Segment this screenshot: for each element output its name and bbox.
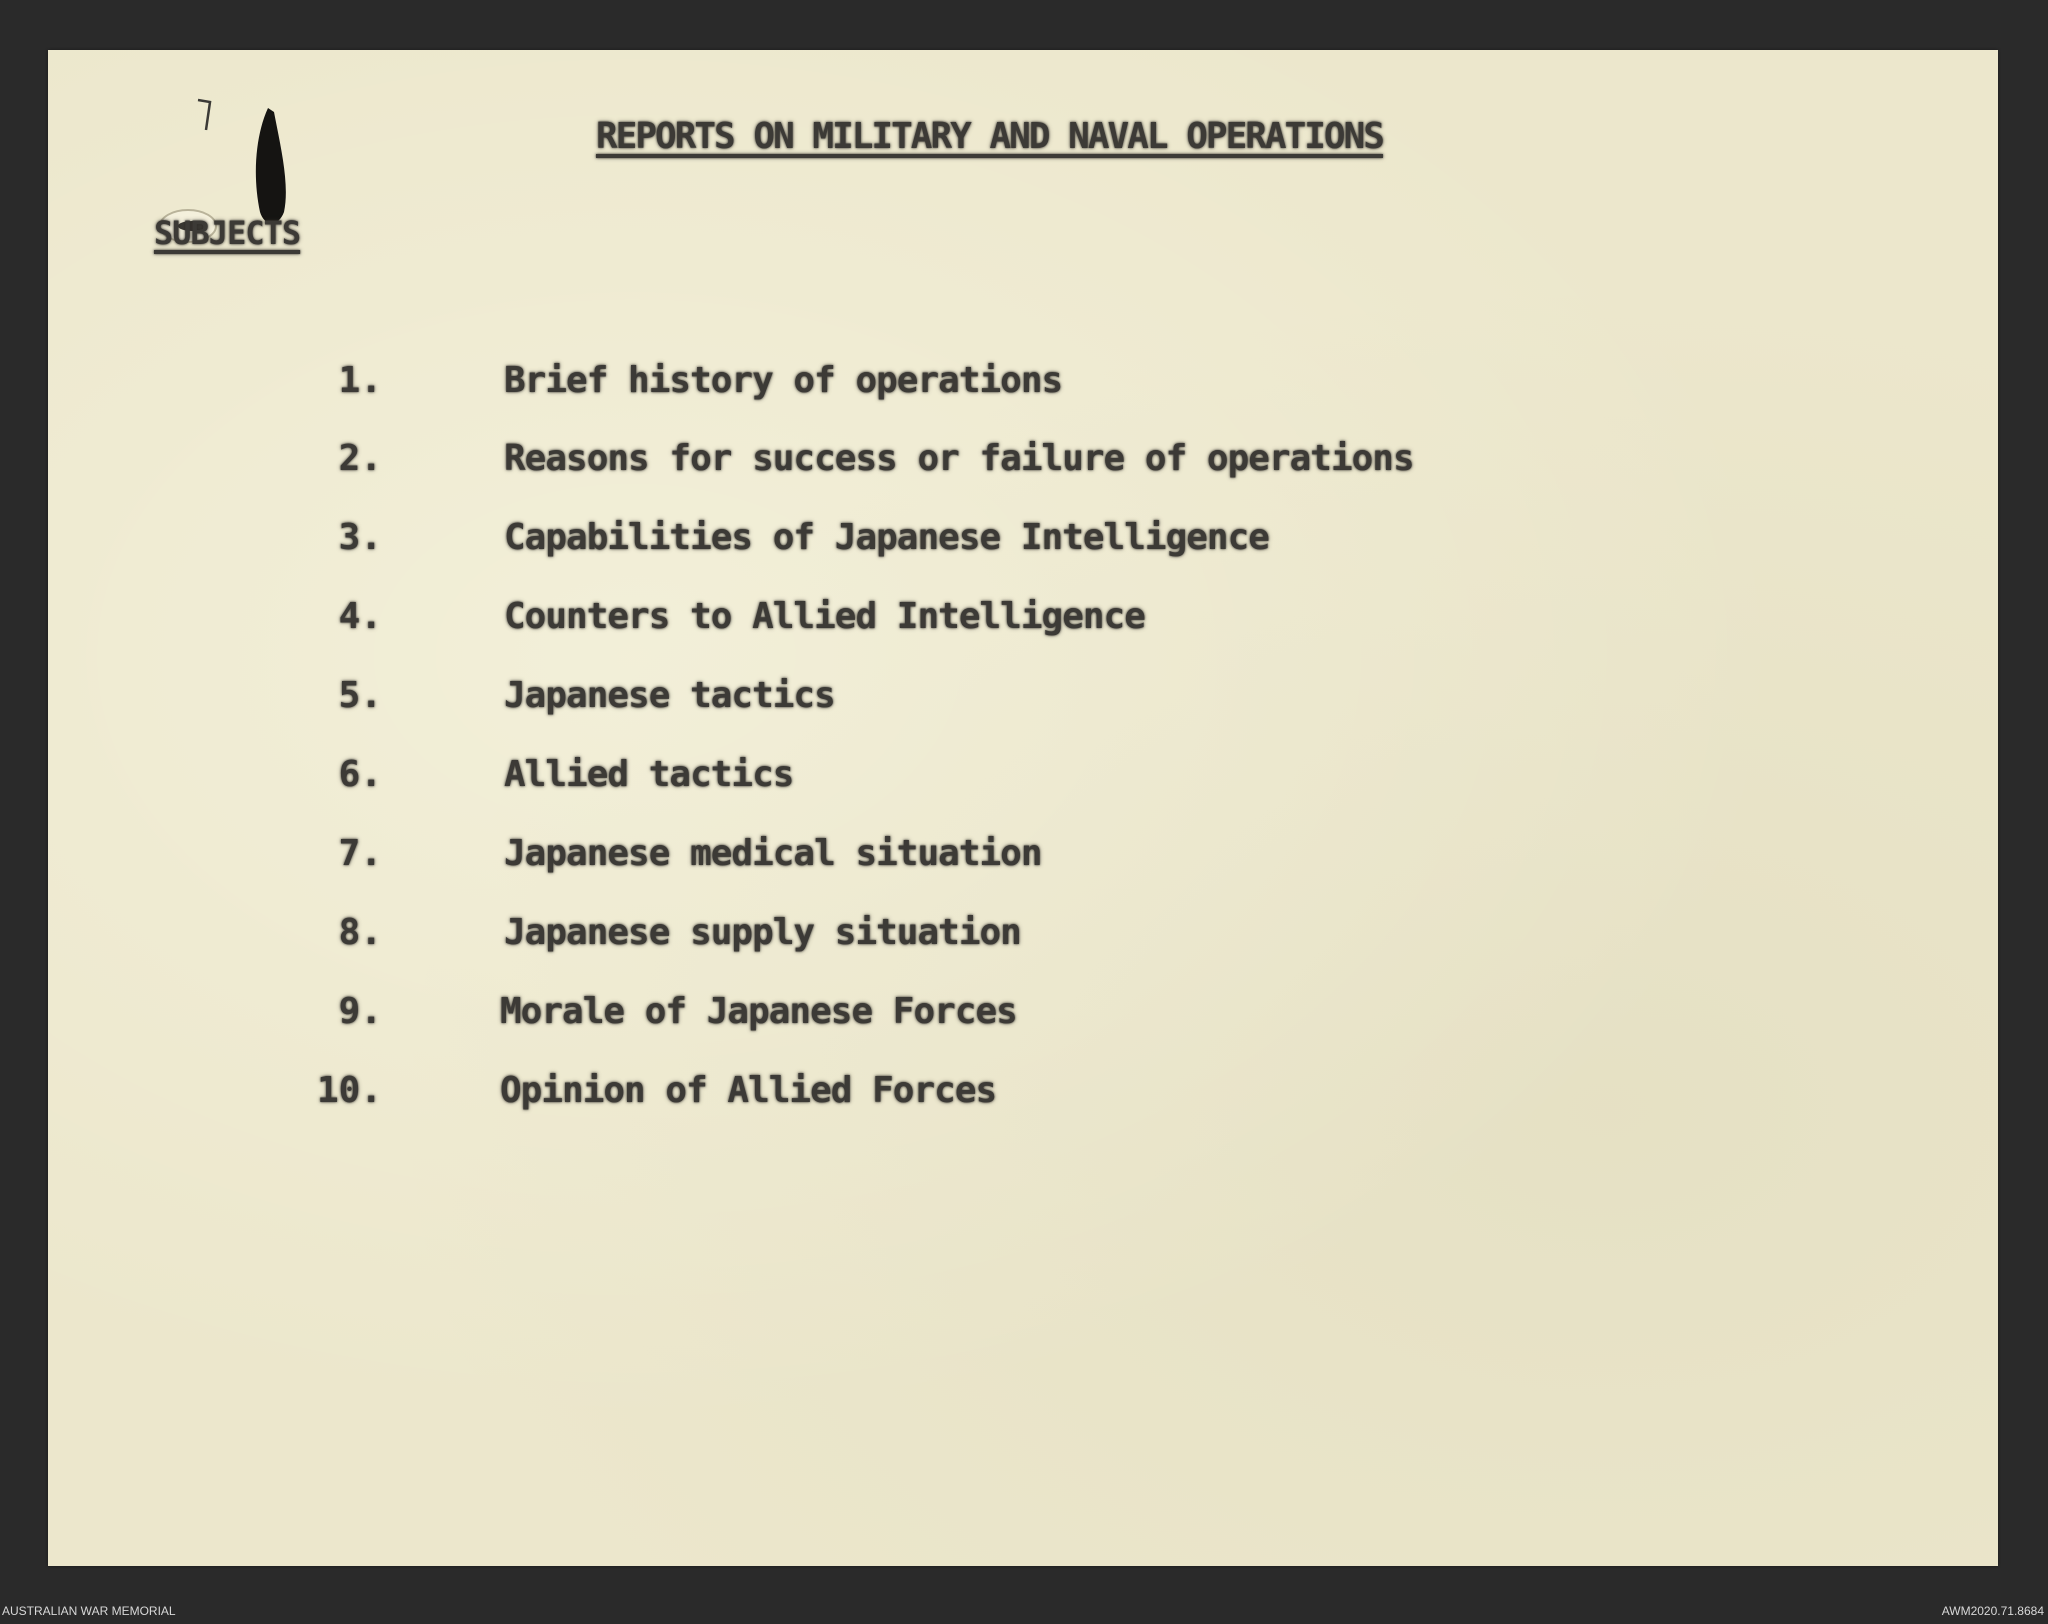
subject-number: 5. <box>338 675 382 716</box>
subject-number: 6. <box>338 754 382 795</box>
subject-number: 9. <box>338 991 382 1032</box>
subject-text: Brief history of operations <box>504 360 1063 401</box>
subject-text: Japanese medical situation <box>504 833 1042 874</box>
ink-mark <box>250 104 310 230</box>
subject-text: Counters to Allied Intelligence <box>504 596 1145 637</box>
subject-number: 8. <box>338 912 382 953</box>
subject-text: Capabilities of Japanese Intelligence <box>504 517 1269 558</box>
subject-text: Japanese tactics <box>504 675 835 716</box>
subject-number: 4. <box>338 596 382 637</box>
subject-number: 2. <box>338 438 382 479</box>
subject-number: 10. <box>316 1070 382 1111</box>
document-title: REPORTS ON MILITARY AND NAVAL OPERATIONS <box>596 116 1383 157</box>
subject-text: Morale of Japanese Forces <box>500 991 1017 1032</box>
pencil-mark <box>194 96 218 136</box>
subject-text: Reasons for success or failure of operations <box>504 438 1414 479</box>
subject-number: 7. <box>338 833 382 874</box>
archive-credit: AUSTRALIAN WAR MEMORIAL <box>2 1604 176 1618</box>
subject-text: Japanese supply situation <box>504 912 1021 953</box>
subject-text: Opinion of Allied Forces <box>500 1070 997 1111</box>
subjects-heading: SUBJECTS <box>154 214 301 252</box>
subject-number: 3. <box>338 517 382 558</box>
archive-id: AWM2020.71.8684 <box>1941 1604 2044 1618</box>
subject-text: Allied tactics <box>504 754 794 795</box>
subject-number: 1. <box>338 360 382 401</box>
document-page <box>48 50 1998 1566</box>
